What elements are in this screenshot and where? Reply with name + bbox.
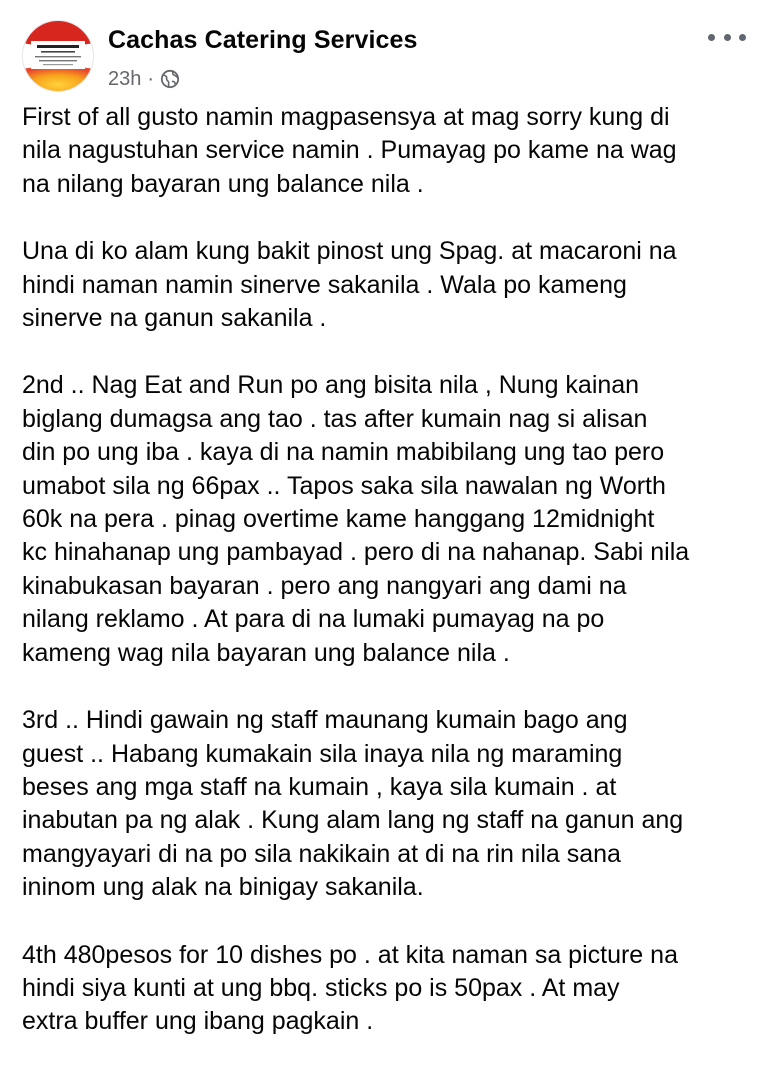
text-line: nila nagustuhan service namin . Pumayag po kame na wag	[22, 136, 677, 165]
text-line: guest .. Habang kumakain sila inaya nila ng maraming	[22, 739, 623, 768]
text-line: ininom ung alak na binigay sakanila.	[22, 873, 424, 902]
post-paragraph	[22, 235, 752, 335]
text-line: 3rd .. Hindi gawain ng staff maunang kumain bago ang	[22, 706, 628, 735]
post-meta	[108, 66, 180, 92]
page-avatar[interactable]	[22, 20, 94, 92]
catering-logo	[23, 21, 93, 91]
text-line: sinerve na ganun sakanila .	[22, 304, 327, 333]
text-line: kameng wag nila bayaran ung balance nila .	[22, 638, 510, 667]
text-line: nilang reklamo . At para di na lumaki pumayag na po	[22, 605, 605, 634]
text-line: 2nd .. Nag Eat and Run po ang bisita nila , Nung kainan	[22, 371, 640, 400]
text-line: extra buffer ung ibang pagkain .	[22, 1007, 374, 1036]
text-line: na nilang bayaran ung balance nila .	[22, 169, 424, 198]
text-line: din po ung iba . kaya di na namin mabibilang ung tao pero	[22, 438, 665, 467]
post-paragraph	[22, 369, 752, 670]
text-line: hindi naman namin sinerve sakanila . Wala po kameng	[22, 270, 627, 299]
text-line: Una di ko alam kung bakit pinost ung Spag. at macaroni na	[22, 237, 677, 266]
post-timestamp[interactable]: 23h	[108, 67, 142, 90]
more-dot-icon	[708, 34, 715, 41]
text-line: mangyayari di na po sila nakikain at di na rin nila sana	[22, 839, 621, 868]
text-line: First of all gusto namin magpasensya at mag sorry kung di	[22, 103, 670, 131]
text-line: kinabukasan bayaran . pero ang nangyari ang dami na	[22, 571, 627, 600]
more-dot-icon	[724, 34, 731, 41]
text-line: 60k na pera . pinag overtime kame hanggang 12midnight	[22, 505, 655, 534]
post-paragraph	[22, 939, 752, 1039]
text-line: biglang dumagsa ang tao . tas after kumain nag si alisan	[22, 404, 648, 433]
page-name[interactable]: Cachas Catering Services	[108, 26, 418, 54]
post-header	[20, 18, 750, 98]
post-paragraph	[22, 704, 752, 904]
meta-separator: ·	[147, 67, 155, 90]
text-line: kc hinahanap ung pambayad . pero di na nahanap. Sabi nila	[22, 538, 690, 567]
post-body	[22, 101, 752, 1073]
more-dot-icon	[739, 34, 746, 41]
globe-icon[interactable]	[160, 69, 180, 89]
text-line: 4th 480pesos for 10 dishes po . at kita naman sa picture na	[22, 940, 678, 969]
text-line: inabutan pa ng alak . Kung alam lang ng staff na ganun ang	[22, 806, 684, 835]
text-line: hindi siya kunti at ung bbq. sticks po is 50pax . At may	[22, 973, 620, 1002]
text-line: umabot sila ng 66pax .. Tapos saka sila nawalan ng Worth	[22, 471, 666, 500]
post-paragraph	[22, 101, 752, 201]
text-line: beses ang mga staff na kumain , kaya sila kumain . at	[22, 772, 617, 801]
more-options-button[interactable]	[704, 22, 750, 52]
